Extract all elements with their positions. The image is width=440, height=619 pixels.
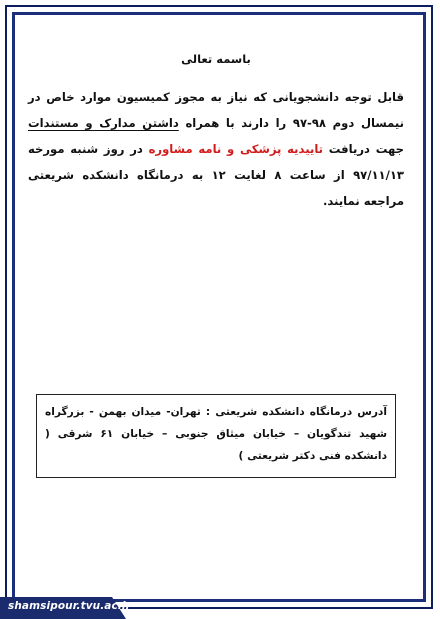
paragraph-text-3: در روز شنبه مورخه ۹۷/۱۱/۱۳ از ساعت ۸ لغایت ۱۲ به درمانگاه دانشکده شریعتی مراجعه نمایند. [28,142,404,208]
address-box [36,394,396,478]
address-text: آدرس درمانگاه دانشکده شریعتی : تهران- میدان بهمن - بزرگراه شهید تندگویان – خیابان میثاق جنوبی – خیابان ۶۱ شرقی ( دانشکده فنی دکتر شریعتی ) [45,406,388,462]
paragraph-text-1: قابل توجه دانشجویانی که نیاز به مجوز کمیسیون موارد خاص در نیمسال دوم ۹۸-۹۷ را دارند با همراه [28,90,405,130]
document-title: باسمه تعالی [181,52,251,66]
announcement-paragraph [28,84,404,214]
announcement-content [28,52,404,214]
paragraph-highlighted-text: تاییدیه پزشکی و نامه مشاوره [148,142,324,156]
paragraph-text-2: جهت دریافت [323,142,404,156]
paragraph-underlined-text: داشتن مدارک و مستندات [28,116,179,130]
watermark-text: shamsipour.tvu.ac.ir [8,600,131,612]
site-watermark [0,597,131,619]
